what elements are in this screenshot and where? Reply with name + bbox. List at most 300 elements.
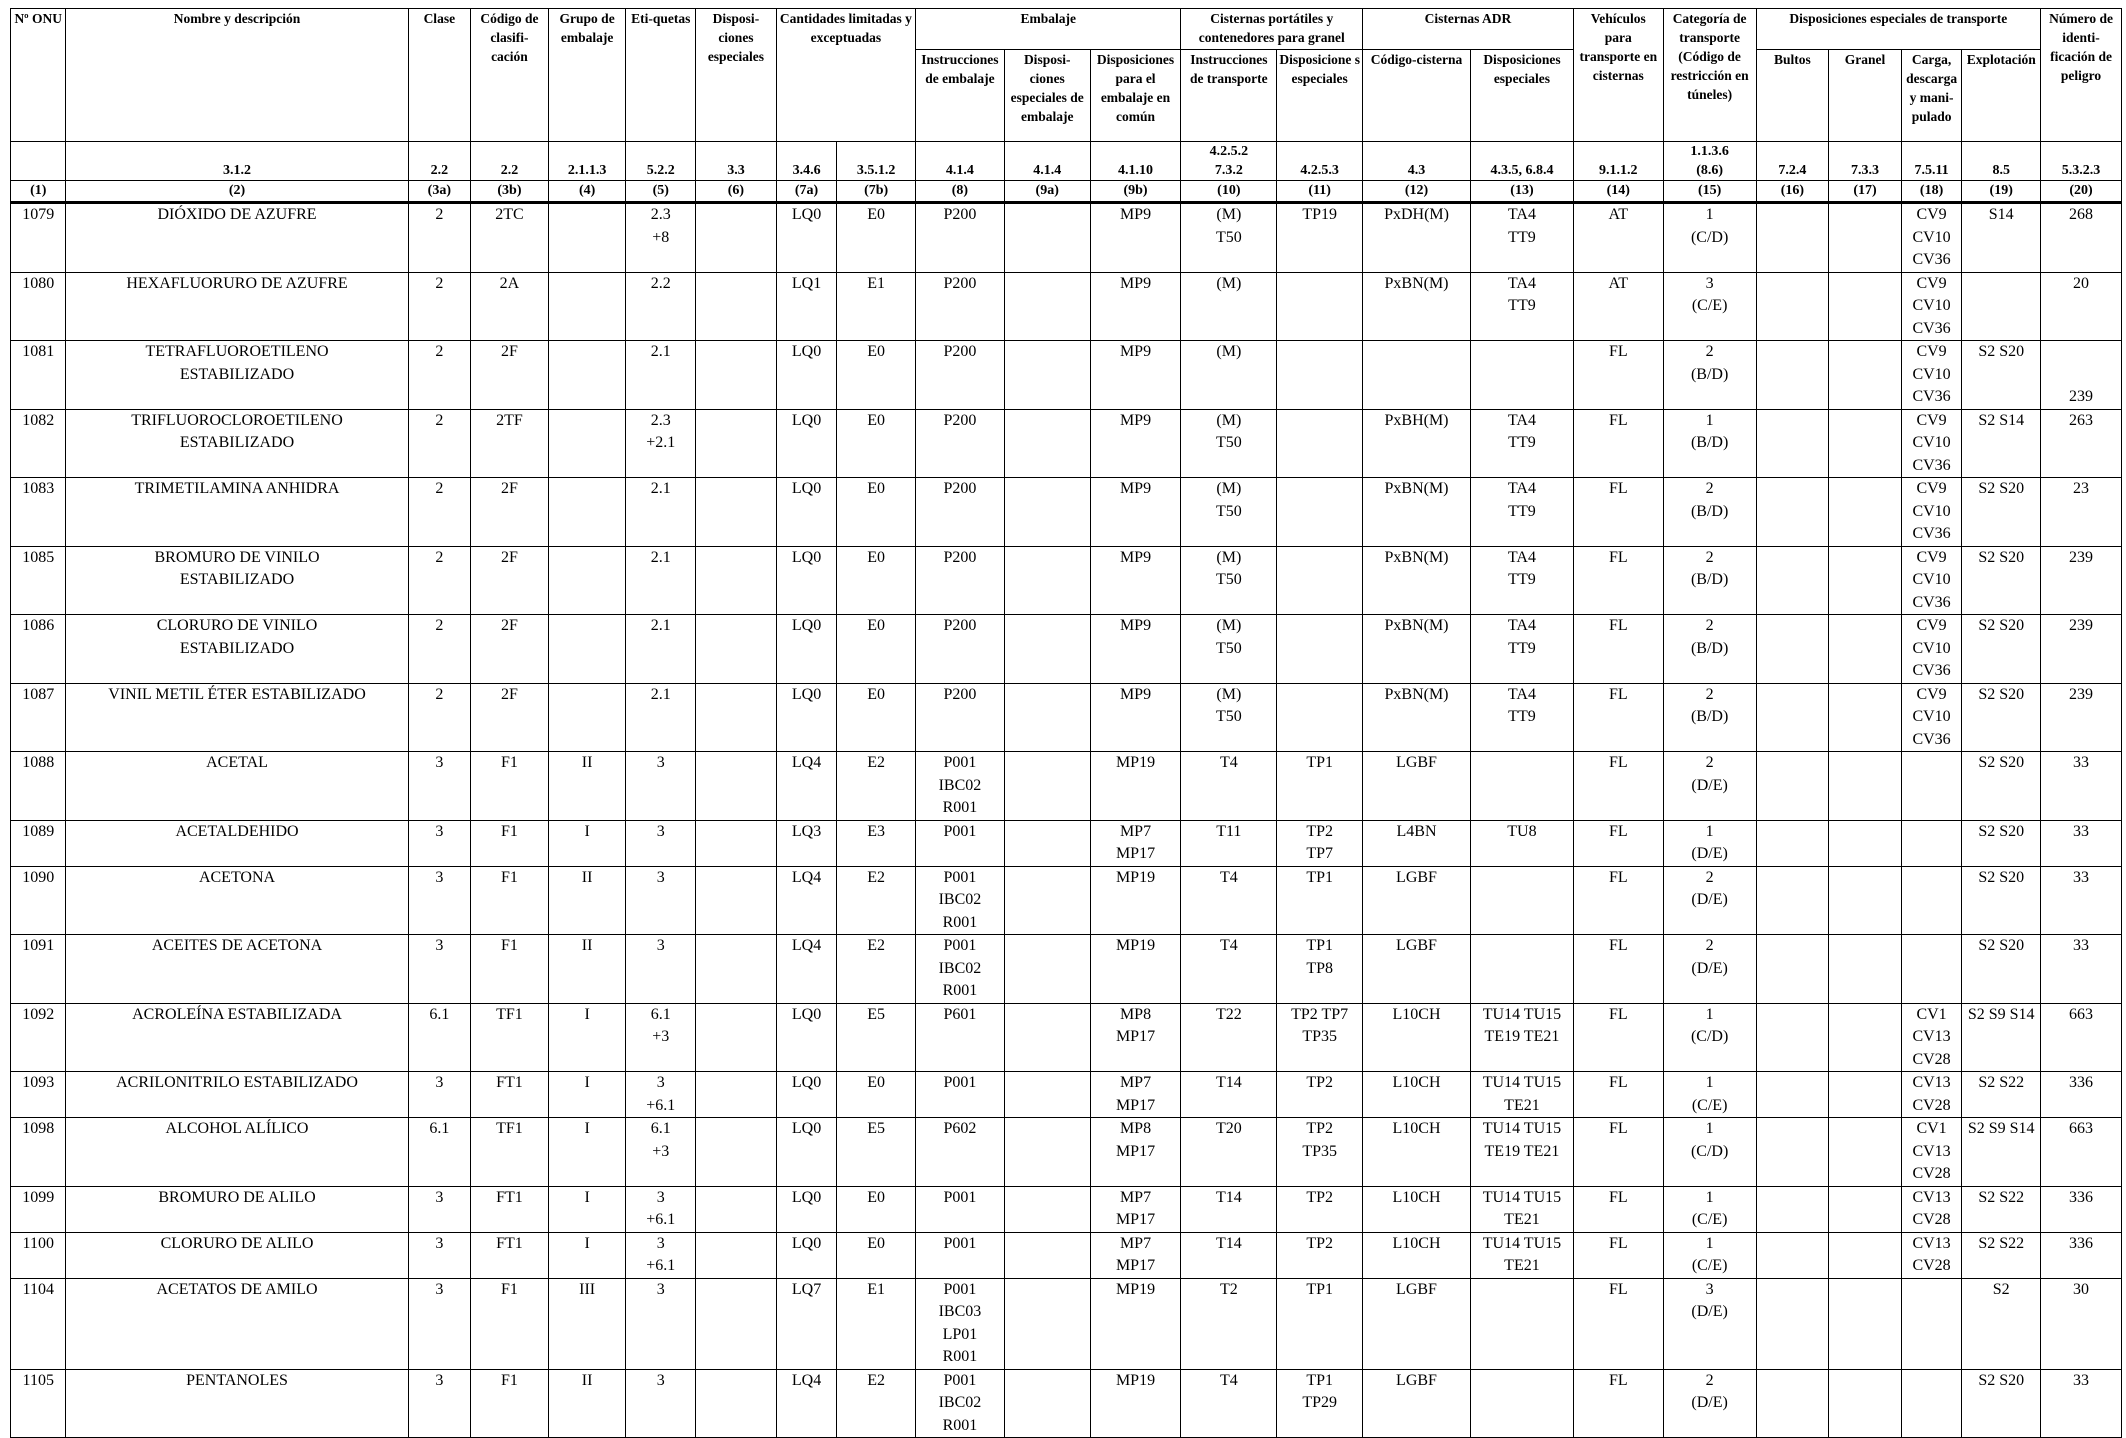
header-disposiciones-label: Disposi-ciones especiales <box>707 11 765 64</box>
cell-c9a <box>1004 1118 1090 1187</box>
cell-c19: S2 S20 <box>1962 866 2041 935</box>
cell-c9a <box>1004 1232 1090 1278</box>
cell-c9b: MP9 <box>1090 409 1181 478</box>
table-row <box>11 1186 2122 1232</box>
cell-c15: 2 (B/D) <box>1663 478 1756 547</box>
cell-un: 1086 <box>11 615 66 684</box>
cell-c8: P200 <box>916 272 1005 341</box>
cell-c19: S2 S20 <box>1962 546 2041 615</box>
cell-c9a <box>1004 683 1090 752</box>
cell-name: DIÓXIDO DE AZUFRE <box>66 203 408 273</box>
column-number: (1) <box>11 181 66 203</box>
reference-cell: 4.2.5.3 <box>1277 142 1363 181</box>
cell-name: CLORURO DE VINILO ESTABILIZADO <box>66 615 408 684</box>
cell-c18 <box>1901 935 1962 1004</box>
cell-c10: T4 <box>1181 866 1277 935</box>
header-dispos-transporte <box>1756 9 2041 50</box>
cell-c10: T20 <box>1181 1118 1277 1187</box>
cell-c18 <box>1901 866 1962 935</box>
cell-c3b: F1 <box>471 866 549 935</box>
cell-c18: CV9 CV10 CV36 <box>1901 409 1962 478</box>
header-granel-label: Granel <box>1844 52 1886 67</box>
cell-c9a <box>1004 478 1090 547</box>
cell-un: 1100 <box>11 1232 66 1278</box>
cell-c16 <box>1756 546 1829 615</box>
header-disposiciones <box>696 9 777 142</box>
cell-c12: LGBF <box>1363 1369 1471 1438</box>
table-body <box>11 203 2122 1438</box>
cell-c20: 663 <box>2041 1118 2122 1187</box>
cell-c9b: MP7 MP17 <box>1090 820 1181 866</box>
reference-cell: 4.1.4 <box>1004 142 1090 181</box>
cell-un: 1104 <box>11 1278 66 1369</box>
cell-c3a: 3 <box>408 1072 471 1118</box>
cell-c15: 2 (B/D) <box>1663 683 1756 752</box>
cell-c20: 336 <box>2041 1232 2122 1278</box>
cell-c7a: LQ4 <box>776 935 837 1004</box>
cell-c5: 3 <box>626 820 696 866</box>
cell-c10: (M) <box>1181 272 1277 341</box>
cell-c4: I <box>548 1186 626 1232</box>
cell-un: 1105 <box>11 1369 66 1438</box>
cell-c17 <box>1829 272 1902 341</box>
cell-c6 <box>696 1003 777 1072</box>
cell-name: ACRILONITRILO ESTABILIZADO <box>66 1072 408 1118</box>
cell-c15: 1 (C/D) <box>1663 1118 1756 1187</box>
cell-c7a: LQ1 <box>776 272 837 341</box>
cell-c6 <box>696 272 777 341</box>
cell-c14: FL <box>1573 1186 1663 1232</box>
cell-c16 <box>1756 272 1829 341</box>
cell-c17 <box>1829 935 1902 1004</box>
cell-c16 <box>1756 752 1829 821</box>
cell-c3b: F1 <box>471 1278 549 1369</box>
cell-c17 <box>1829 1003 1902 1072</box>
cell-c7b: E0 <box>837 683 916 752</box>
table-row <box>11 752 2122 821</box>
cell-c3b: 2TC <box>471 203 549 273</box>
cell-c10: T2 <box>1181 1278 1277 1369</box>
cell-c15: 2 (D/E) <box>1663 1369 1756 1438</box>
cell-c8: P200 <box>916 615 1005 684</box>
cell-c8: P001 <box>916 1186 1005 1232</box>
column-number-row <box>11 181 2122 203</box>
cell-c20: 20 <box>2041 272 2122 341</box>
cell-c12: L10CH <box>1363 1232 1471 1278</box>
cell-c4: I <box>548 1118 626 1187</box>
cell-c5: 2.1 <box>626 546 696 615</box>
cell-c20: 33 <box>2041 935 2122 1004</box>
cell-c12 <box>1363 341 1471 410</box>
table-header <box>11 9 2122 203</box>
cell-c7b: E3 <box>837 820 916 866</box>
cell-c5: 2.1 <box>626 341 696 410</box>
cell-c13 <box>1470 341 1573 410</box>
cell-c19: S2 S9 S14 <box>1962 1003 2041 1072</box>
header-cisternas-adr-label: Cisternas ADR <box>1424 11 1512 26</box>
cell-c17 <box>1829 203 1902 273</box>
cell-c9a <box>1004 820 1090 866</box>
cell-c20: 239 <box>2041 683 2122 752</box>
cell-c15: 2 (B/D) <box>1663 615 1756 684</box>
header-codigo <box>471 9 549 142</box>
cell-c3b: TF1 <box>471 1003 549 1072</box>
table-row <box>11 409 2122 478</box>
cell-c5: 6.1 +3 <box>626 1003 696 1072</box>
table-row <box>11 341 2122 410</box>
reference-cell: 4.2.5.2 7.3.2 <box>1181 142 1277 181</box>
cell-c19: S2 S22 <box>1962 1072 2041 1118</box>
header-clase-label: Clase <box>423 11 456 26</box>
cell-c9a <box>1004 615 1090 684</box>
header-cisternas-portatiles <box>1181 9 1363 50</box>
cell-c9a <box>1004 1072 1090 1118</box>
table-row <box>11 1232 2122 1278</box>
cell-c19: S2 S20 <box>1962 478 2041 547</box>
cell-c16 <box>1756 1118 1829 1187</box>
cell-c20: 239 <box>2041 341 2122 410</box>
cell-c3b: 2TF <box>471 409 549 478</box>
table-row <box>11 546 2122 615</box>
cell-c9b: MP9 <box>1090 683 1181 752</box>
cell-c14: FL <box>1573 409 1663 478</box>
cell-c18 <box>1901 1369 1962 1438</box>
cell-c19: S2 S9 S14 <box>1962 1118 2041 1187</box>
cell-c12: L10CH <box>1363 1072 1471 1118</box>
cell-c11 <box>1277 272 1363 341</box>
cell-name: VINIL METIL ÉTER ESTABILIZADO <box>66 683 408 752</box>
reference-row <box>11 142 2122 181</box>
cell-c8: P200 <box>916 478 1005 547</box>
header-dispos-esp-embalaje-label: Disposi-ciones especiales de embalaje <box>1010 52 1084 124</box>
cell-c7b: E0 <box>837 615 916 684</box>
cell-c18: CV1 CV13 CV28 <box>1901 1003 1962 1072</box>
cell-c4 <box>548 203 626 273</box>
reference-cell: 4.1.4 <box>916 142 1005 181</box>
cell-c15: 1 (C/D) <box>1663 1003 1756 1072</box>
column-number: (19) <box>1962 181 2041 203</box>
column-number: (13) <box>1470 181 1573 203</box>
cell-c13 <box>1470 866 1573 935</box>
cell-c14: FL <box>1573 1118 1663 1187</box>
cell-c3b: 2F <box>471 341 549 410</box>
cell-c17 <box>1829 1072 1902 1118</box>
cell-c5: 3 <box>626 1369 696 1438</box>
header-etiquetas-label: Eti-quetas <box>631 11 691 26</box>
cell-c10: (M) T50 <box>1181 409 1277 478</box>
cell-c19 <box>1962 272 2041 341</box>
cell-name: ACETATOS DE AMILO <box>66 1278 408 1369</box>
cell-c19: S2 S20 <box>1962 1369 2041 1438</box>
cell-c13: TU14 TU15 TE21 <box>1470 1232 1573 1278</box>
cell-c11 <box>1277 409 1363 478</box>
column-number: (10) <box>1181 181 1277 203</box>
cell-name: HEXAFLUORURO DE AZUFRE <box>66 272 408 341</box>
header-codigo-cisterna-label: Código-cisterna <box>1370 52 1463 67</box>
reference-cell: 3.5.1.2 <box>837 142 916 181</box>
cell-c10: (M) T50 <box>1181 615 1277 684</box>
cell-c10: (M) T50 <box>1181 478 1277 547</box>
table-row <box>11 866 2122 935</box>
header-instr-embalaje-label: Instrucciones de embalaje <box>921 52 999 86</box>
cell-c8: P001 IBC02 R001 <box>916 935 1005 1004</box>
cell-name: ACETAL <box>66 752 408 821</box>
cell-c7b: E0 <box>837 203 916 273</box>
cell-c20: 33 <box>2041 752 2122 821</box>
cell-c20: 33 <box>2041 1369 2122 1438</box>
cell-c16 <box>1756 683 1829 752</box>
column-number: (6) <box>696 181 777 203</box>
cell-c11 <box>1277 546 1363 615</box>
cell-un: 1088 <box>11 752 66 821</box>
cell-c9b: MP9 <box>1090 203 1181 273</box>
cell-name: ACETONA <box>66 866 408 935</box>
cell-c5: 3 <box>626 935 696 1004</box>
header-embalaje <box>916 9 1181 50</box>
header-cantidades <box>776 9 915 142</box>
cell-c16 <box>1756 409 1829 478</box>
cell-c12: L10CH <box>1363 1003 1471 1072</box>
cell-c18 <box>1901 820 1962 866</box>
header-explotacion <box>1962 50 2041 142</box>
cell-c9b: MP7 MP17 <box>1090 1072 1181 1118</box>
reference-cell: 8.5 <box>1962 142 2041 181</box>
cell-c8: P001 IBC02 R001 <box>916 1369 1005 1438</box>
cell-c16 <box>1756 1369 1829 1438</box>
cell-un: 1093 <box>11 1072 66 1118</box>
reference-cell: 3.4.6 <box>776 142 837 181</box>
header-carga-label: Carga, descarga y mani-pulado <box>1906 52 1958 124</box>
column-number: (9a) <box>1004 181 1090 203</box>
cell-c10: T4 <box>1181 935 1277 1004</box>
cell-c11 <box>1277 615 1363 684</box>
cell-c13: TA4 TT9 <box>1470 203 1573 273</box>
cell-name: TRIFLUOROCLOROETILENO ESTABILIZADO <box>66 409 408 478</box>
cell-c17 <box>1829 1232 1902 1278</box>
cell-c15: 2 (D/E) <box>1663 866 1756 935</box>
cell-c6 <box>696 1186 777 1232</box>
cell-c3b: 2F <box>471 683 549 752</box>
cell-c7a: LQ3 <box>776 820 837 866</box>
cell-c13 <box>1470 752 1573 821</box>
cell-c9b: MP9 <box>1090 615 1181 684</box>
cell-c10: T14 <box>1181 1232 1277 1278</box>
reference-cell: 3.1.2 <box>66 142 408 181</box>
cell-c14: FL <box>1573 752 1663 821</box>
cell-c4 <box>548 409 626 478</box>
cell-c3b: F1 <box>471 820 549 866</box>
cell-c18: CV13 CV28 <box>1901 1186 1962 1232</box>
cell-c14: FL <box>1573 683 1663 752</box>
cell-c14: FL <box>1573 866 1663 935</box>
header-vehiculos <box>1573 9 1663 142</box>
cell-c14: FL <box>1573 820 1663 866</box>
cell-c19: S2 S20 <box>1962 341 2041 410</box>
cell-name: BROMURO DE ALILO <box>66 1186 408 1232</box>
header-vehiculos-label: Vehículos para transporte en cisternas <box>1579 11 1658 83</box>
column-number: (18) <box>1901 181 1962 203</box>
column-number: (3b) <box>471 181 549 203</box>
header-cantidades-label: Cantidades limitadas y exceptuadas <box>779 11 912 45</box>
cell-c3a: 3 <box>408 1369 471 1438</box>
cell-c20: 336 <box>2041 1072 2122 1118</box>
cell-c17 <box>1829 1118 1902 1187</box>
cell-c7a: LQ0 <box>776 1003 837 1072</box>
cell-c11: TP19 <box>1277 203 1363 273</box>
cell-c7b: E0 <box>837 409 916 478</box>
reference-cell: 3.3 <box>696 142 777 181</box>
reference-cell: 7.5.11 <box>1901 142 1962 181</box>
cell-c8: P001 IBC02 R001 <box>916 752 1005 821</box>
cell-c17 <box>1829 615 1902 684</box>
table-row <box>11 203 2122 273</box>
header-etiquetas <box>626 9 696 142</box>
cell-c12: LGBF <box>1363 866 1471 935</box>
cell-c11: TP2 TP7 TP35 <box>1277 1003 1363 1072</box>
cell-c12: LGBF <box>1363 935 1471 1004</box>
cell-c18: CV13 CV28 <box>1901 1232 1962 1278</box>
cell-c9a <box>1004 1003 1090 1072</box>
header-clase <box>408 9 471 142</box>
cell-un: 1098 <box>11 1118 66 1187</box>
cell-c16 <box>1756 203 1829 273</box>
cell-c16 <box>1756 1186 1829 1232</box>
table-row <box>11 272 2122 341</box>
cell-c7a: LQ4 <box>776 1369 837 1438</box>
cell-c7b: E1 <box>837 1278 916 1369</box>
cell-c19: S2 S22 <box>1962 1186 2041 1232</box>
cell-c18: CV9 CV10 CV36 <box>1901 478 1962 547</box>
cell-c9b: MP7 MP17 <box>1090 1232 1181 1278</box>
cell-name: ALCOHOL ALÍLICO <box>66 1118 408 1187</box>
header-dispos-esp-11 <box>1277 50 1363 142</box>
cell-c4: I <box>548 1003 626 1072</box>
column-number: (4) <box>548 181 626 203</box>
cell-c7b: E2 <box>837 866 916 935</box>
cell-c20: 336 <box>2041 1186 2122 1232</box>
cell-c14: FL <box>1573 341 1663 410</box>
cell-c6 <box>696 935 777 1004</box>
cell-c19: S2 S14 <box>1962 409 2041 478</box>
cell-c8: P001 <box>916 820 1005 866</box>
reference-cell: 5.2.2 <box>626 142 696 181</box>
cell-c15: 1 (D/E) <box>1663 820 1756 866</box>
cell-c16 <box>1756 1003 1829 1072</box>
cell-c14: FL <box>1573 478 1663 547</box>
cell-c4 <box>548 683 626 752</box>
column-number: (11) <box>1277 181 1363 203</box>
cell-c9a <box>1004 1369 1090 1438</box>
cell-c11: TP1 TP29 <box>1277 1369 1363 1438</box>
cell-c15: 2 (B/D) <box>1663 341 1756 410</box>
cell-c5: 2.1 <box>626 478 696 547</box>
cell-c3a: 2 <box>408 409 471 478</box>
cell-c19: S2 S20 <box>1962 615 2041 684</box>
cell-c7a: LQ4 <box>776 752 837 821</box>
cell-c5: 2.3 +2.1 <box>626 409 696 478</box>
cell-c18: CV9 CV10 CV36 <box>1901 546 1962 615</box>
column-number: (3a) <box>408 181 471 203</box>
cell-c7a: LQ0 <box>776 1186 837 1232</box>
reference-cell: 2.2 <box>471 142 549 181</box>
header-codigo-label: Código de clasifi-cación <box>480 11 539 64</box>
cell-c5: 3 <box>626 866 696 935</box>
cell-c5: 3 <box>626 752 696 821</box>
reference-cell: 4.3.5, 6.8.4 <box>1470 142 1573 181</box>
cell-c16 <box>1756 341 1829 410</box>
cell-c7b: E5 <box>837 1003 916 1072</box>
cell-c7a: LQ4 <box>776 866 837 935</box>
cell-c16 <box>1756 478 1829 547</box>
cell-c6 <box>696 820 777 866</box>
cell-c11: TP1 <box>1277 1278 1363 1369</box>
cell-c16 <box>1756 615 1829 684</box>
cell-c9a <box>1004 272 1090 341</box>
cell-c13 <box>1470 935 1573 1004</box>
reference-cell: 2.1.1.3 <box>548 142 626 181</box>
cell-c18: CV9 CV10 CV36 <box>1901 341 1962 410</box>
header-bultos-label: Bultos <box>1773 52 1811 67</box>
cell-c11: TP1 TP8 <box>1277 935 1363 1004</box>
cell-c17 <box>1829 683 1902 752</box>
cell-c6 <box>696 546 777 615</box>
cell-c14: FL <box>1573 546 1663 615</box>
cell-c5: 3 +6.1 <box>626 1232 696 1278</box>
cell-c12: PxBH(M) <box>1363 409 1471 478</box>
cell-c15: 2 (B/D) <box>1663 546 1756 615</box>
cell-c7b: E5 <box>837 1118 916 1187</box>
header-dispos-comun <box>1090 50 1181 142</box>
cell-c12: PxBN(M) <box>1363 615 1471 684</box>
header-grupo-label: Grupo de embalaje <box>559 11 615 45</box>
cell-c6 <box>696 615 777 684</box>
cell-c7a: LQ0 <box>776 341 837 410</box>
cell-c6 <box>696 409 777 478</box>
cell-c15: 1 (C/E) <box>1663 1186 1756 1232</box>
cell-c20: 663 <box>2041 1003 2122 1072</box>
header-un-label: Nº ONU <box>14 11 63 26</box>
cell-un: 1081 <box>11 341 66 410</box>
cell-c14: FL <box>1573 1232 1663 1278</box>
cell-un: 1089 <box>11 820 66 866</box>
cell-c3a: 3 <box>408 1186 471 1232</box>
cell-c4 <box>548 272 626 341</box>
cell-c8: P001 IBC02 R001 <box>916 866 1005 935</box>
cell-c17 <box>1829 409 1902 478</box>
cell-c15: 1 (B/D) <box>1663 409 1756 478</box>
table-row <box>11 1118 2122 1187</box>
cell-c7b: E2 <box>837 1369 916 1438</box>
cell-c5: 3 +6.1 <box>626 1186 696 1232</box>
cell-name: TRIMETILAMINA ANHIDRA <box>66 478 408 547</box>
cell-c13: TU14 TU15 TE19 TE21 <box>1470 1003 1573 1072</box>
cell-un: 1092 <box>11 1003 66 1072</box>
cell-c20: 239 <box>2041 615 2122 684</box>
cell-c19: S2 S20 <box>1962 752 2041 821</box>
cell-c17 <box>1829 478 1902 547</box>
cell-c12: L10CH <box>1363 1186 1471 1232</box>
adr-table-container <box>10 8 2122 1438</box>
column-number: (14) <box>1573 181 1663 203</box>
cell-c4: I <box>548 820 626 866</box>
cell-c9a <box>1004 1278 1090 1369</box>
cell-c3a: 3 <box>408 935 471 1004</box>
cell-c12: L4BN <box>1363 820 1471 866</box>
header-categoria-label: Categoría de transporte (Código de restricción en túneles) <box>1670 11 1749 102</box>
cell-c9a <box>1004 203 1090 273</box>
cell-c3b: 2F <box>471 478 549 547</box>
cell-c4: III <box>548 1278 626 1369</box>
